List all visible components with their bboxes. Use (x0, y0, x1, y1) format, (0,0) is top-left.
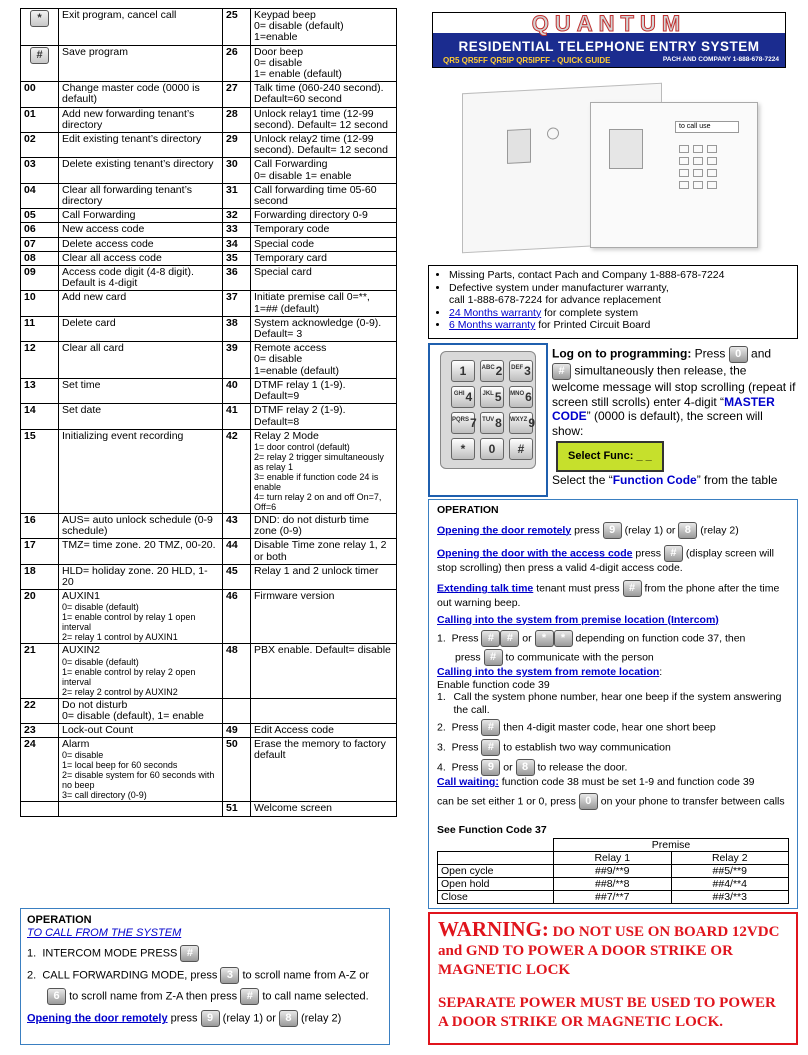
warning-text: DO NOT USE ON BOARD 12VDC and GND TO POWER A DOOR STRIKE OR MAGNETIC LOCK (438, 924, 780, 978)
function-description: Unlock relay2 time (12-99 second). Default= 12 second (251, 133, 397, 158)
key-star-icon: * (535, 630, 554, 647)
function-code: 48 (223, 644, 251, 698)
key-0-icon: 0 (729, 346, 748, 363)
key-hash-icon: # (500, 630, 519, 647)
table-row (21, 9, 397, 46)
function-code: 13 (21, 378, 59, 403)
key-star-icon: * (30, 10, 49, 27)
function-code: 33 (223, 223, 251, 237)
function-code: 51 (223, 802, 251, 816)
function-description: Call Forwarding 0= disable 1= enable (251, 158, 397, 183)
keypad-key: # (509, 438, 533, 460)
function-code: 35 (223, 251, 251, 265)
function-code: 34 (223, 237, 251, 251)
table-row (21, 133, 397, 158)
function-code: 26 (223, 45, 251, 82)
table-row (21, 378, 397, 403)
function-description: Clear all card (59, 342, 223, 379)
key-star-icon: * (554, 630, 573, 647)
function-description: Disable Time zone relay 1, 2 or both (251, 539, 397, 564)
table-row (21, 209, 397, 223)
function-description: Save program (59, 45, 223, 82)
table-row (21, 107, 397, 132)
function-code: 21 (21, 644, 59, 698)
function-code: 39 (223, 342, 251, 379)
table-row (21, 738, 397, 802)
function-description: Remote access 0= disable 1=enable (default) (251, 342, 397, 379)
banner-models: QR5 QR5FF QR5IP QR5IPFF - QUICK GUIDE (443, 56, 611, 65)
function-description: Firmware version (251, 590, 397, 644)
warranty-6-link[interactable]: 6 Months warranty (449, 319, 536, 331)
table-row (21, 429, 397, 513)
function-code: 28 (223, 107, 251, 132)
function-description: Special card (251, 266, 397, 291)
table-row (21, 251, 397, 265)
key-hash-icon: # (30, 47, 49, 64)
function-code: 22 (21, 698, 59, 723)
function-description: Forwarding directory 0-9 (251, 209, 397, 223)
function-description: Change master code (0000 is default) (59, 82, 223, 107)
table-row (21, 644, 397, 698)
function-code: 50 (223, 738, 251, 802)
table-row (21, 342, 397, 379)
function-code: 49 (223, 723, 251, 737)
table-row: Open cycle ##9/**9 ##5/**9 (438, 865, 789, 878)
function-code: 42 (223, 429, 251, 513)
function-code: 32 (223, 209, 251, 223)
info-bullet: • Missing Parts, contact Pach and Company 1-888-678-7224 (449, 269, 793, 282)
function-code: 25 (223, 9, 251, 46)
function-description: Do not disturb 0= disable (default), 1= enable (59, 698, 223, 723)
table-row: Open hold ##8/**8 ##4/**4 (438, 878, 789, 891)
function-code: 45 (223, 564, 251, 589)
function-description: Edit existing tenant’s directory (59, 133, 223, 158)
function-description: Exit program, cancel call (59, 9, 223, 46)
function-description: Edit Access code (251, 723, 397, 737)
function-description: System acknowledge (0-9). Default= 3 (251, 316, 397, 341)
function-code: 23 (21, 723, 59, 737)
key-hash-icon: # (552, 363, 571, 380)
keypad-key: 0 (480, 438, 504, 460)
banner-title: RESIDENTIAL TELEPHONE ENTRY SYSTEM (458, 39, 760, 54)
table-row (21, 404, 397, 429)
key-hash-icon: # (664, 545, 683, 562)
function-code: 05 (21, 209, 59, 223)
function-code: 11 (21, 316, 59, 341)
table-row (21, 316, 397, 341)
function-code: 08 (21, 251, 59, 265)
function-code: 43 (223, 513, 251, 538)
function-description: DTMF relay 1 (1-9). Default=9 (251, 378, 397, 403)
device-display: to call use (675, 121, 739, 133)
function-description: Welcome screen (251, 802, 397, 816)
function-code (21, 9, 59, 46)
function-description: New access code (59, 223, 223, 237)
function-description: Add new forwarding tenant’s directory (59, 107, 223, 132)
function-code: 38 (223, 316, 251, 341)
function-code: 29 (223, 133, 251, 158)
warning-box (428, 912, 798, 1045)
table-row (21, 183, 397, 208)
keypad-key: $^{DEF}$3 (509, 360, 533, 382)
logon-title: Log on to programming: (552, 346, 692, 361)
function-code: 18 (21, 564, 59, 589)
function-description: Lock-out Count (59, 723, 223, 737)
function-description: Delete card (59, 316, 223, 341)
function-code: 20 (21, 590, 59, 644)
table-row (21, 82, 397, 107)
keypad-key: $^{WXYZ}$9 (509, 412, 533, 434)
key-hash-icon: # (484, 649, 503, 666)
warranty-24-link[interactable]: 24 Months warranty (449, 306, 542, 319)
keypad (440, 351, 536, 469)
function-code: 03 (21, 158, 59, 183)
function-description: Temporary code (251, 223, 397, 237)
logon-section: Log on to programming: Press 0 and # simultaneously then release, the welcome message will stop scrolling (repeat if screen still scrolls) enter 4-digit “MASTER CODE” (0000 is default), the screen will show: Select Func: _ _ Select the “Function Code” from the table (552, 346, 796, 487)
open-door-remote-left: Opening the door remotely (27, 1012, 168, 1025)
function-description: DND: do not disturb time zone (0-9) (251, 513, 397, 538)
to-call-subtitle: TO CALL FROM THE SYSTEM (27, 927, 182, 939)
lcd-display: Select Func: _ _ (556, 441, 664, 472)
function-code: 30 (223, 158, 251, 183)
key-hash-icon: # (623, 580, 642, 597)
key-hash-icon: # (240, 988, 259, 1005)
operation-right: OPERATION Opening the door remotely press 9 (relay 1) or 8 (relay 2) Opening the door with the access code press # (display screen will stop scrolling) then press a valid 4-digit access code. Extending talk time tenant must press # from the phone after the time out warning beep. Calling into the system from premise location (Intercom) 1. Press # # or * * depending on function code 37, then press # to communicate with the person Calling into the system from remote location: Enable function code 39 1. Call the system phone number, hear one beep if the system answering the call. 2. Press # then 4-digit master code, hear one short beep 3. Press # to establish two way communication 4. Press 9 or 8 to release the door. Call waiting: function code 38 must be set 1-9 and function code 39 can be set either 1 or 0, press 0 on your phone to transfer between calls See Function Code 37 Premise Relay 1 Relay 2 Open cycle ##9/**9 ##5/**9 Open hold ##8/**8 ##4/**4 Close ##7/**7 ##3/**3 (428, 499, 798, 909)
function-description: Erase the memory to factory default (251, 738, 397, 802)
function-description: Access code digit (4-8 digit). Default is 4-digit (59, 266, 223, 291)
function-description: Clear all access code (59, 251, 223, 265)
quantum-logo: QUANTUM (433, 13, 785, 35)
function-description: Add new card (59, 291, 223, 316)
table-row (21, 723, 397, 737)
function-code: 01 (21, 107, 59, 132)
function-code-table (20, 8, 397, 817)
function-code-label: Function Code (612, 472, 697, 487)
function-code: 31 (223, 183, 251, 208)
key-hash-icon: # (180, 945, 199, 962)
function-description: Door beep 0= disable 1= enable (default) (251, 45, 397, 82)
function-description: Alarm 0= disable 1= local beep for 60 seconds 2= disable system for 60 seconds with no beep 3= call directory (0-9) (59, 738, 223, 802)
function-code: 02 (21, 133, 59, 158)
function-code: 15 (21, 429, 59, 513)
function-code: 10 (21, 291, 59, 316)
function-code: 44 (223, 539, 251, 564)
key-8-icon: 8 (516, 759, 535, 776)
table-row (21, 291, 397, 316)
keypad-key: $^{GHI}$4 (451, 386, 475, 408)
function-description: Keypad beep 0= disable (default) 1=enable (251, 9, 397, 46)
master-code-label: MASTER CODE (552, 394, 775, 423)
call-waiting-heading: Call waiting: (437, 776, 499, 788)
function-description: Relay 2 Mode 1= door control (default) 2= relay 2 trigger simultaneously as relay 1 3= enable if function code 24 is enable 4= turn relay 2 on and off On=7, Off=6 (251, 429, 397, 513)
keypad-key: $^{JKL}$5 (480, 386, 504, 408)
key-hash-icon: # (481, 630, 500, 647)
function-description: Unlock relay1 time (12-99 second). Default= 12 second (251, 107, 397, 132)
function-code: 36 (223, 266, 251, 291)
keypad-key: $^{ABC}$2 (480, 360, 504, 382)
table-row (21, 237, 397, 251)
see-function-37: See Function Code 37 (437, 823, 547, 836)
function-description: HLD= holiday zone. 20 HLD, 1-20 (59, 564, 223, 589)
function-description: Delete existing tenant’s directory (59, 158, 223, 183)
key-8-icon: 8 (279, 1010, 298, 1027)
operation-left: OPERATION TO CALL FROM THE SYSTEM 1. INTERCOM MODE PRESS # 2. CALL FORWARDING MODE, press 3 to scroll name from A-Z or 6 to scroll name from Z-A then press # to call name selected. Opening the door remotely press 9 (relay 1) or 8 (relay 2) (20, 908, 390, 1045)
device-illustration (462, 84, 772, 252)
key-hash-icon: # (481, 719, 500, 736)
function-code (21, 45, 59, 82)
keypad-panel (428, 343, 548, 497)
function-code: 41 (223, 404, 251, 429)
key-hash-icon: # (481, 739, 500, 756)
function-description: AUXIN1 0= disable (default) 1= enable control by relay 1 open interval 2= relay 1 control by AUXIN1 (59, 590, 223, 644)
function-code: 14 (21, 404, 59, 429)
function-description: Set time (59, 378, 223, 403)
open-door-remote-heading: Opening the door remotely (437, 523, 572, 536)
function-code: 37 (223, 291, 251, 316)
table-row (21, 539, 397, 564)
function-code: 09 (21, 266, 59, 291)
function-code: 24 (21, 738, 59, 802)
info-bullet: • 24 Months warranty for complete system (449, 307, 793, 320)
function-code: 27 (223, 82, 251, 107)
table-row (21, 266, 397, 291)
intercom-heading: Calling into the system from premise location (Intercom) (437, 613, 719, 626)
key-9-icon: 9 (481, 759, 500, 776)
function-description: Set date (59, 404, 223, 429)
function-code: 06 (21, 223, 59, 237)
key-8-icon: 8 (678, 522, 697, 539)
banner-company: PACH AND COMPANY 1-888-678-7224 (662, 56, 779, 63)
table-row (21, 158, 397, 183)
function-description: Clear all forwarding tenant’s directory (59, 183, 223, 208)
extend-talk-heading: Extending talk time (437, 582, 534, 595)
function-code: 12 (21, 342, 59, 379)
function-code: 40 (223, 378, 251, 403)
function-code: 07 (21, 237, 59, 251)
function-description: PBX enable. Default= disable (251, 644, 397, 698)
table-row (21, 698, 397, 723)
function-description: Initializing event recording (59, 429, 223, 513)
table-row (21, 45, 397, 82)
keypad-key: $^{PQRS}$7 (451, 412, 475, 434)
table-row: Close ##7/**7 ##3/**3 (438, 891, 789, 904)
warning-label: WARNING: (438, 917, 549, 941)
keypad-key: $^{MNO}$6 (509, 386, 533, 408)
function-description: AUXIN2 0= disable (default) 1= enable control by relay 2 open interval 2= relay 2 control by AUXIN2 (59, 644, 223, 698)
function-description: Temporary card (251, 251, 397, 265)
function-description: Initiate premise call 0=**, 1=## (default) (251, 291, 397, 316)
function-code: 04 (21, 183, 59, 208)
key-3-icon: 3 (220, 967, 239, 984)
relay-2-header: Relay 2 (671, 852, 789, 865)
warning-power-text: SEPARATE POWER MUST BE USED TO POWER A DOOR STRIKE OR MAGNETIC LOCK. (438, 995, 776, 1030)
function-description: Call Forwarding (59, 209, 223, 223)
table-row (21, 223, 397, 237)
function-code: 17 (21, 539, 59, 564)
operation-title: OPERATION (437, 504, 499, 516)
function-description: Delete access code (59, 237, 223, 251)
function-description: Special code (251, 237, 397, 251)
function-description: Talk time (060-240 second). Default=60 second (251, 82, 397, 107)
function-description: TMZ= time zone. 20 TMZ, 00-20. (59, 539, 223, 564)
function-code: 00 (21, 82, 59, 107)
keypad-key: $^{TUV}$8 (480, 412, 504, 434)
quantum-banner (432, 12, 786, 68)
info-bullet: • 6 Months warranty for Printed Circuit Board (449, 319, 793, 332)
keypad-key: 1 (451, 360, 475, 382)
relay-1-header: Relay 1 (554, 852, 672, 865)
info-bullet: • Defective system under manufacturer warranty, call 1-888-678-7224 for advance replacement (449, 282, 793, 307)
function-description: Relay 1 and 2 unlock timer (251, 564, 397, 589)
relay-premise-header: Premise (554, 839, 789, 852)
function-description: DTMF relay 2 (1-9). Default=8 (251, 404, 397, 429)
relay-table (437, 838, 789, 904)
keypad-key: * (451, 438, 475, 460)
function-description: AUS= auto unlock schedule (0-9 schedule) (59, 513, 223, 538)
table-row (21, 564, 397, 589)
function-code: 46 (223, 590, 251, 644)
remote-call-heading: Calling into the system from remote location (437, 666, 660, 678)
table-row (21, 590, 397, 644)
function-code: 16 (21, 513, 59, 538)
operation-left-title: OPERATION (27, 914, 92, 926)
key-9-icon: 9 (201, 1010, 220, 1027)
key-9-icon: 9 (603, 522, 622, 539)
key-6-icon: 6 (47, 988, 66, 1005)
table-row (21, 513, 397, 538)
key-0-icon: 0 (579, 793, 598, 810)
table-row (21, 802, 397, 816)
info-box (428, 265, 798, 339)
function-description: Call forwarding time 05-60 second (251, 183, 397, 208)
open-door-access-heading: Opening the door with the access code (437, 546, 633, 559)
